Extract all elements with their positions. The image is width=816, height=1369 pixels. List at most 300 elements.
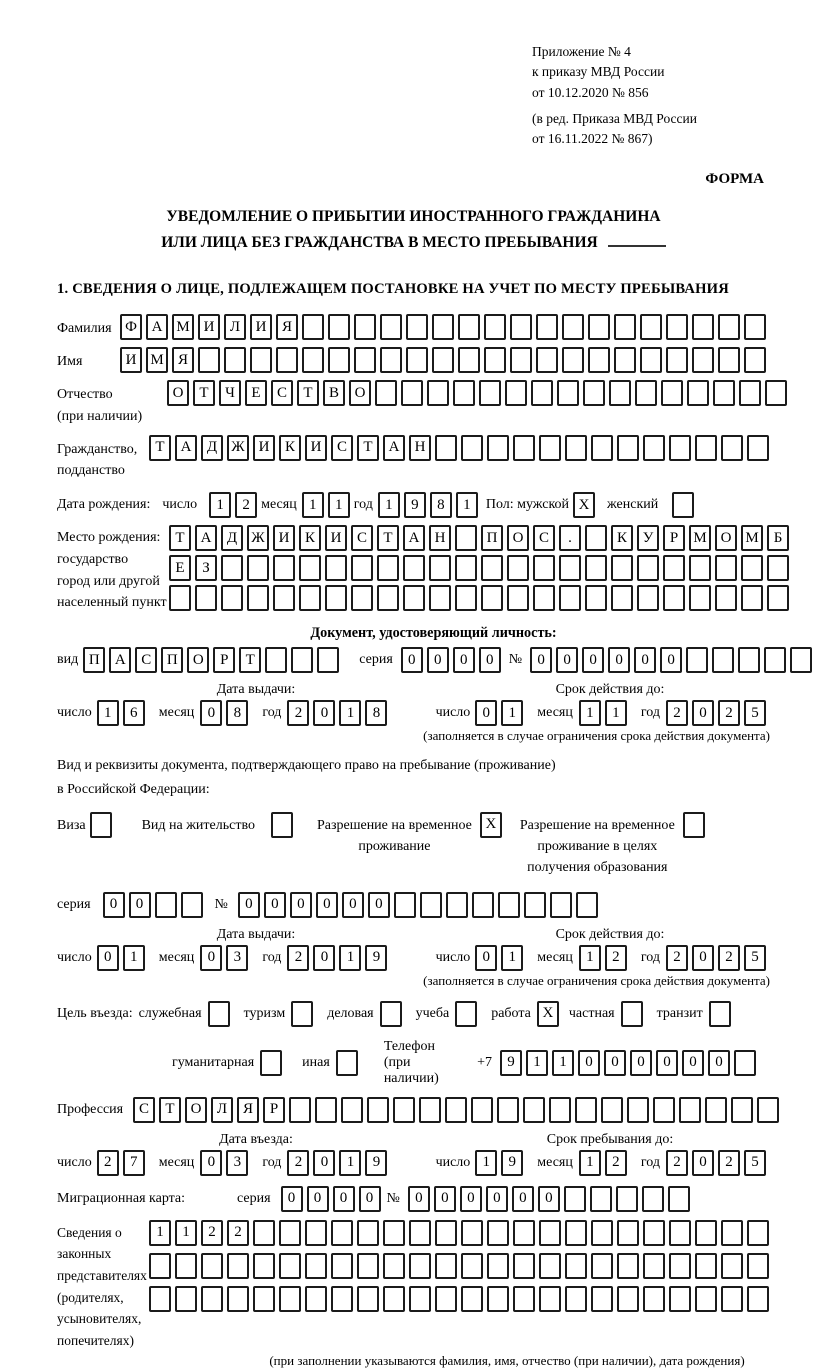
char-cell[interactable] xyxy=(715,585,737,611)
char-cell[interactable]: Д xyxy=(201,435,223,461)
char-cell[interactable] xyxy=(351,585,373,611)
char-cell[interactable] xyxy=(406,347,428,373)
char-cell[interactable] xyxy=(325,585,347,611)
char-cell[interactable]: 1 xyxy=(209,492,231,518)
char-cell[interactable] xyxy=(565,435,587,461)
char-cell[interactable] xyxy=(653,1097,675,1123)
char-cell[interactable] xyxy=(505,380,527,406)
char-cell[interactable] xyxy=(341,1097,363,1123)
char-cell[interactable] xyxy=(377,585,399,611)
char-cell[interactable] xyxy=(635,380,657,406)
char-cell[interactable] xyxy=(253,1253,275,1279)
char-cell[interactable] xyxy=(487,435,509,461)
char-cell[interactable]: Д xyxy=(221,525,243,551)
char-cell[interactable] xyxy=(149,1253,171,1279)
char-cell[interactable] xyxy=(273,585,295,611)
char-cell[interactable] xyxy=(403,585,425,611)
char-cell[interactable] xyxy=(446,892,468,918)
char-cell[interactable] xyxy=(513,1286,535,1312)
char-cell[interactable]: 0 xyxy=(608,647,630,673)
char-cell[interactable] xyxy=(539,435,561,461)
char-cell[interactable]: С xyxy=(133,1097,155,1123)
char-cell[interactable]: И xyxy=(305,435,327,461)
char-cell[interactable] xyxy=(616,1186,638,1212)
char-cell[interactable] xyxy=(273,555,295,581)
char-cell[interactable]: 0 xyxy=(313,700,335,726)
char-cell[interactable]: Т xyxy=(377,525,399,551)
char-cell[interactable] xyxy=(513,1253,535,1279)
char-cell[interactable] xyxy=(221,555,243,581)
char-cell[interactable] xyxy=(557,380,579,406)
char-cell[interactable] xyxy=(744,314,766,340)
char-cell[interactable] xyxy=(661,380,683,406)
char-cell[interactable] xyxy=(453,380,475,406)
char-cell[interactable] xyxy=(564,1186,586,1212)
char-cell[interactable]: Е xyxy=(169,555,191,581)
char-cell[interactable]: 0 xyxy=(582,647,604,673)
char-cell[interactable]: 2 xyxy=(97,1150,119,1176)
char-cell[interactable] xyxy=(523,1097,545,1123)
char-cell[interactable] xyxy=(471,1097,493,1123)
char-cell[interactable] xyxy=(741,585,763,611)
char-cell[interactable] xyxy=(227,1253,249,1279)
char-cell[interactable] xyxy=(432,347,454,373)
char-cell[interactable] xyxy=(181,892,203,918)
char-cell[interactable]: 6 xyxy=(123,700,145,726)
char-cell[interactable] xyxy=(687,380,709,406)
char-cell[interactable]: И xyxy=(250,314,272,340)
char-cell[interactable]: С xyxy=(331,435,353,461)
char-cell[interactable] xyxy=(357,1286,379,1312)
char-cell[interactable] xyxy=(741,555,763,581)
char-cell[interactable] xyxy=(435,1220,457,1246)
char-cell[interactable] xyxy=(195,585,217,611)
char-cell[interactable]: 0 xyxy=(475,700,497,726)
char-cell[interactable]: 1 xyxy=(475,1150,497,1176)
char-cell[interactable] xyxy=(481,585,503,611)
char-cell[interactable] xyxy=(299,555,321,581)
char-cell[interactable] xyxy=(401,380,423,406)
char-cell[interactable] xyxy=(721,1286,743,1312)
char-cell[interactable] xyxy=(305,1286,327,1312)
char-cell[interactable] xyxy=(208,1001,230,1027)
char-cell[interactable]: Т xyxy=(149,435,171,461)
char-cell[interactable]: Ч xyxy=(219,380,241,406)
char-cell[interactable]: И xyxy=(120,347,142,373)
char-cell[interactable]: 0 xyxy=(290,892,312,918)
char-cell[interactable] xyxy=(718,347,740,373)
char-cell[interactable]: 1 xyxy=(97,700,119,726)
char-cell[interactable]: 0 xyxy=(692,1150,714,1176)
char-cell[interactable]: 1 xyxy=(339,1150,361,1176)
char-cell[interactable] xyxy=(427,380,449,406)
char-cell[interactable]: 2 xyxy=(666,700,688,726)
char-cell[interactable] xyxy=(643,1286,665,1312)
char-cell[interactable] xyxy=(715,555,737,581)
char-cell[interactable] xyxy=(253,1286,275,1312)
char-cell[interactable]: 0 xyxy=(200,1150,222,1176)
char-cell[interactable]: 7 xyxy=(123,1150,145,1176)
char-cell[interactable] xyxy=(747,1253,769,1279)
char-cell[interactable]: 0 xyxy=(692,945,714,971)
char-cell[interactable]: 3 xyxy=(226,945,248,971)
char-cell[interactable] xyxy=(747,435,769,461)
char-cell[interactable] xyxy=(247,555,269,581)
char-cell[interactable] xyxy=(445,1097,467,1123)
char-cell[interactable] xyxy=(394,892,416,918)
char-cell[interactable]: 0 xyxy=(200,945,222,971)
char-cell[interactable] xyxy=(289,1097,311,1123)
char-cell[interactable]: 1 xyxy=(579,1150,601,1176)
char-cell[interactable]: 1 xyxy=(149,1220,171,1246)
char-cell[interactable] xyxy=(260,1050,282,1076)
char-cell[interactable]: 0 xyxy=(97,945,119,971)
char-cell[interactable] xyxy=(221,585,243,611)
char-cell[interactable] xyxy=(406,314,428,340)
char-cell[interactable]: 0 xyxy=(313,1150,335,1176)
char-cell[interactable] xyxy=(695,1253,717,1279)
char-cell[interactable]: 3 xyxy=(226,1150,248,1176)
char-cell[interactable]: 0 xyxy=(316,892,338,918)
char-cell[interactable] xyxy=(614,347,636,373)
char-cell[interactable] xyxy=(299,585,321,611)
char-cell[interactable] xyxy=(764,647,786,673)
char-cell[interactable] xyxy=(380,314,402,340)
char-cell[interactable]: Я xyxy=(276,314,298,340)
char-cell[interactable] xyxy=(559,555,581,581)
char-cell[interactable]: И xyxy=(253,435,275,461)
char-cell[interactable] xyxy=(731,1097,753,1123)
char-cell[interactable]: У xyxy=(637,525,659,551)
char-cell[interactable] xyxy=(429,555,451,581)
char-cell[interactable] xyxy=(669,1220,691,1246)
char-cell[interactable]: 2 xyxy=(227,1220,249,1246)
char-cell[interactable] xyxy=(507,555,529,581)
char-cell[interactable]: Р xyxy=(213,647,235,673)
char-cell[interactable] xyxy=(429,585,451,611)
char-cell[interactable] xyxy=(331,1253,353,1279)
char-cell[interactable]: 0 xyxy=(434,1186,456,1212)
char-cell[interactable] xyxy=(666,314,688,340)
char-cell[interactable] xyxy=(692,314,714,340)
char-cell[interactable] xyxy=(669,1253,691,1279)
char-cell[interactable]: 8 xyxy=(365,700,387,726)
char-cell[interactable] xyxy=(585,585,607,611)
char-cell[interactable]: Т xyxy=(159,1097,181,1123)
char-cell[interactable] xyxy=(276,347,298,373)
char-cell[interactable]: X xyxy=(480,812,502,838)
char-cell[interactable] xyxy=(484,314,506,340)
char-cell[interactable]: М xyxy=(689,525,711,551)
char-cell[interactable]: 2 xyxy=(605,1150,627,1176)
char-cell[interactable] xyxy=(265,647,287,673)
char-cell[interactable] xyxy=(640,314,662,340)
char-cell[interactable] xyxy=(767,585,789,611)
char-cell[interactable]: 0 xyxy=(307,1186,329,1212)
char-cell[interactable]: 0 xyxy=(200,700,222,726)
char-cell[interactable] xyxy=(591,435,613,461)
char-cell[interactable]: К xyxy=(299,525,321,551)
char-cell[interactable]: О xyxy=(185,1097,207,1123)
char-cell[interactable] xyxy=(250,347,272,373)
char-cell[interactable]: С xyxy=(351,525,373,551)
char-cell[interactable] xyxy=(175,1286,197,1312)
char-cell[interactable]: П xyxy=(481,525,503,551)
char-cell[interactable] xyxy=(90,812,112,838)
char-cell[interactable] xyxy=(767,555,789,581)
char-cell[interactable]: 0 xyxy=(238,892,260,918)
char-cell[interactable]: М xyxy=(146,347,168,373)
char-cell[interactable] xyxy=(315,1097,337,1123)
char-cell[interactable]: 2 xyxy=(666,945,688,971)
char-cell[interactable]: И xyxy=(198,314,220,340)
char-cell[interactable] xyxy=(643,435,665,461)
char-cell[interactable]: Ф xyxy=(120,314,142,340)
char-cell[interactable] xyxy=(590,1186,612,1212)
char-cell[interactable] xyxy=(409,1220,431,1246)
char-cell[interactable] xyxy=(536,347,558,373)
char-cell[interactable]: 0 xyxy=(281,1186,303,1212)
char-cell[interactable]: А xyxy=(195,525,217,551)
char-cell[interactable] xyxy=(510,347,532,373)
char-cell[interactable]: 1 xyxy=(501,700,523,726)
char-cell[interactable]: А xyxy=(146,314,168,340)
char-cell[interactable] xyxy=(637,555,659,581)
char-cell[interactable] xyxy=(695,435,717,461)
char-cell[interactable] xyxy=(575,1097,597,1123)
char-cell[interactable] xyxy=(487,1286,509,1312)
char-cell[interactable]: 1 xyxy=(501,945,523,971)
char-cell[interactable]: 0 xyxy=(460,1186,482,1212)
char-cell[interactable] xyxy=(559,585,581,611)
char-cell[interactable] xyxy=(149,1286,171,1312)
char-cell[interactable] xyxy=(472,892,494,918)
char-cell[interactable]: К xyxy=(279,435,301,461)
char-cell[interactable] xyxy=(487,1253,509,1279)
char-cell[interactable]: Т xyxy=(193,380,215,406)
char-cell[interactable] xyxy=(513,1220,535,1246)
char-cell[interactable] xyxy=(497,1097,519,1123)
char-cell[interactable]: Т xyxy=(169,525,191,551)
char-cell[interactable] xyxy=(479,380,501,406)
char-cell[interactable] xyxy=(507,585,529,611)
char-cell[interactable]: 5 xyxy=(744,1150,766,1176)
char-cell[interactable]: 1 xyxy=(456,492,478,518)
char-cell[interactable]: О xyxy=(715,525,737,551)
char-cell[interactable] xyxy=(617,1220,639,1246)
char-cell[interactable] xyxy=(640,347,662,373)
char-cell[interactable] xyxy=(201,1286,223,1312)
title-blank-underline[interactable] xyxy=(608,233,666,247)
char-cell[interactable]: 5 xyxy=(744,945,766,971)
char-cell[interactable] xyxy=(533,555,555,581)
char-cell[interactable] xyxy=(663,585,685,611)
char-cell[interactable]: 1 xyxy=(605,700,627,726)
char-cell[interactable]: 0 xyxy=(313,945,335,971)
char-cell[interactable]: 1 xyxy=(526,1050,548,1076)
char-cell[interactable]: 0 xyxy=(656,1050,678,1076)
char-cell[interactable]: 0 xyxy=(512,1186,534,1212)
char-cell[interactable] xyxy=(169,585,191,611)
char-cell[interactable] xyxy=(455,585,477,611)
char-cell[interactable] xyxy=(765,380,787,406)
char-cell[interactable] xyxy=(585,555,607,581)
char-cell[interactable]: 0 xyxy=(708,1050,730,1076)
char-cell[interactable] xyxy=(747,1286,769,1312)
char-cell[interactable]: 2 xyxy=(235,492,257,518)
char-cell[interactable] xyxy=(588,314,610,340)
char-cell[interactable] xyxy=(531,380,553,406)
char-cell[interactable] xyxy=(380,1001,402,1027)
char-cell[interactable] xyxy=(367,1097,389,1123)
char-cell[interactable]: 2 xyxy=(718,700,740,726)
char-cell[interactable] xyxy=(617,1253,639,1279)
char-cell[interactable] xyxy=(614,314,636,340)
char-cell[interactable] xyxy=(533,585,555,611)
char-cell[interactable] xyxy=(666,347,688,373)
char-cell[interactable]: 2 xyxy=(666,1150,688,1176)
char-cell[interactable] xyxy=(435,1253,457,1279)
char-cell[interactable] xyxy=(524,892,546,918)
char-cell[interactable]: 1 xyxy=(175,1220,197,1246)
char-cell[interactable] xyxy=(705,1097,727,1123)
char-cell[interactable] xyxy=(175,1253,197,1279)
char-cell[interactable] xyxy=(713,380,735,406)
char-cell[interactable]: 2 xyxy=(201,1220,223,1246)
char-cell[interactable] xyxy=(487,1220,509,1246)
char-cell[interactable] xyxy=(271,812,293,838)
char-cell[interactable] xyxy=(409,1253,431,1279)
char-cell[interactable]: 0 xyxy=(479,647,501,673)
char-cell[interactable]: 2 xyxy=(287,700,309,726)
char-cell[interactable] xyxy=(419,1097,441,1123)
char-cell[interactable]: П xyxy=(83,647,105,673)
char-cell[interactable] xyxy=(669,435,691,461)
char-cell[interactable] xyxy=(198,347,220,373)
char-cell[interactable]: 1 xyxy=(302,492,324,518)
char-cell[interactable]: 0 xyxy=(129,892,151,918)
char-cell[interactable] xyxy=(201,1253,223,1279)
char-cell[interactable]: Т xyxy=(357,435,379,461)
char-cell[interactable]: Б xyxy=(767,525,789,551)
char-cell[interactable]: Л xyxy=(211,1097,233,1123)
char-cell[interactable] xyxy=(336,1050,358,1076)
char-cell[interactable]: А xyxy=(403,525,425,551)
char-cell[interactable] xyxy=(461,1286,483,1312)
char-cell[interactable]: 2 xyxy=(605,945,627,971)
char-cell[interactable] xyxy=(279,1253,301,1279)
char-cell[interactable] xyxy=(155,892,177,918)
char-cell[interactable]: 9 xyxy=(365,945,387,971)
char-cell[interactable] xyxy=(461,1253,483,1279)
char-cell[interactable]: 2 xyxy=(718,945,740,971)
char-cell[interactable]: О xyxy=(187,647,209,673)
char-cell[interactable] xyxy=(455,555,477,581)
char-cell[interactable] xyxy=(721,435,743,461)
char-cell[interactable]: 9 xyxy=(500,1050,522,1076)
char-cell[interactable] xyxy=(583,380,605,406)
char-cell[interactable] xyxy=(383,1220,405,1246)
char-cell[interactable]: 0 xyxy=(530,647,552,673)
char-cell[interactable] xyxy=(601,1097,623,1123)
char-cell[interactable] xyxy=(790,647,812,673)
char-cell[interactable] xyxy=(565,1286,587,1312)
char-cell[interactable]: М xyxy=(172,314,194,340)
char-cell[interactable] xyxy=(689,585,711,611)
char-cell[interactable] xyxy=(328,314,350,340)
char-cell[interactable]: 1 xyxy=(328,492,350,518)
char-cell[interactable] xyxy=(686,647,708,673)
char-cell[interactable]: С xyxy=(271,380,293,406)
char-cell[interactable] xyxy=(747,1220,769,1246)
char-cell[interactable] xyxy=(637,585,659,611)
char-cell[interactable]: Л xyxy=(224,314,246,340)
char-cell[interactable]: 0 xyxy=(408,1186,430,1212)
char-cell[interactable] xyxy=(617,1286,639,1312)
char-cell[interactable] xyxy=(498,892,520,918)
char-cell[interactable]: 2 xyxy=(287,1150,309,1176)
char-cell[interactable] xyxy=(305,1253,327,1279)
char-cell[interactable] xyxy=(291,647,313,673)
char-cell[interactable] xyxy=(617,435,639,461)
char-cell[interactable]: С xyxy=(533,525,555,551)
char-cell[interactable]: 0 xyxy=(556,647,578,673)
char-cell[interactable] xyxy=(672,492,694,518)
char-cell[interactable] xyxy=(458,347,480,373)
char-cell[interactable]: 0 xyxy=(692,700,714,726)
char-cell[interactable] xyxy=(721,1253,743,1279)
char-cell[interactable] xyxy=(432,314,454,340)
char-cell[interactable] xyxy=(549,1097,571,1123)
char-cell[interactable]: Р xyxy=(263,1097,285,1123)
char-cell[interactable]: В xyxy=(323,380,345,406)
char-cell[interactable] xyxy=(302,347,324,373)
char-cell[interactable]: 1 xyxy=(339,700,361,726)
char-cell[interactable] xyxy=(383,1253,405,1279)
char-cell[interactable]: 0 xyxy=(604,1050,626,1076)
char-cell[interactable] xyxy=(695,1220,717,1246)
char-cell[interactable] xyxy=(721,1220,743,1246)
char-cell[interactable]: И xyxy=(325,525,347,551)
char-cell[interactable]: Я xyxy=(172,347,194,373)
char-cell[interactable]: 1 xyxy=(579,945,601,971)
char-cell[interactable]: 0 xyxy=(368,892,390,918)
char-cell[interactable] xyxy=(354,347,376,373)
char-cell[interactable] xyxy=(253,1220,275,1246)
char-cell[interactable] xyxy=(738,647,760,673)
char-cell[interactable] xyxy=(510,314,532,340)
char-cell[interactable]: 0 xyxy=(401,647,423,673)
char-cell[interactable] xyxy=(380,347,402,373)
char-cell[interactable]: 0 xyxy=(333,1186,355,1212)
char-cell[interactable] xyxy=(588,347,610,373)
char-cell[interactable]: П xyxy=(161,647,183,673)
char-cell[interactable]: Т xyxy=(239,647,261,673)
char-cell[interactable]: 2 xyxy=(718,1150,740,1176)
char-cell[interactable] xyxy=(692,347,714,373)
char-cell[interactable] xyxy=(565,1253,587,1279)
char-cell[interactable] xyxy=(393,1097,415,1123)
char-cell[interactable] xyxy=(689,555,711,581)
char-cell[interactable] xyxy=(683,812,705,838)
char-cell[interactable]: А xyxy=(175,435,197,461)
char-cell[interactable]: Т xyxy=(297,380,319,406)
char-cell[interactable] xyxy=(409,1286,431,1312)
char-cell[interactable]: М xyxy=(741,525,763,551)
char-cell[interactable]: Н xyxy=(409,435,431,461)
char-cell[interactable]: И xyxy=(273,525,295,551)
char-cell[interactable] xyxy=(351,555,373,581)
